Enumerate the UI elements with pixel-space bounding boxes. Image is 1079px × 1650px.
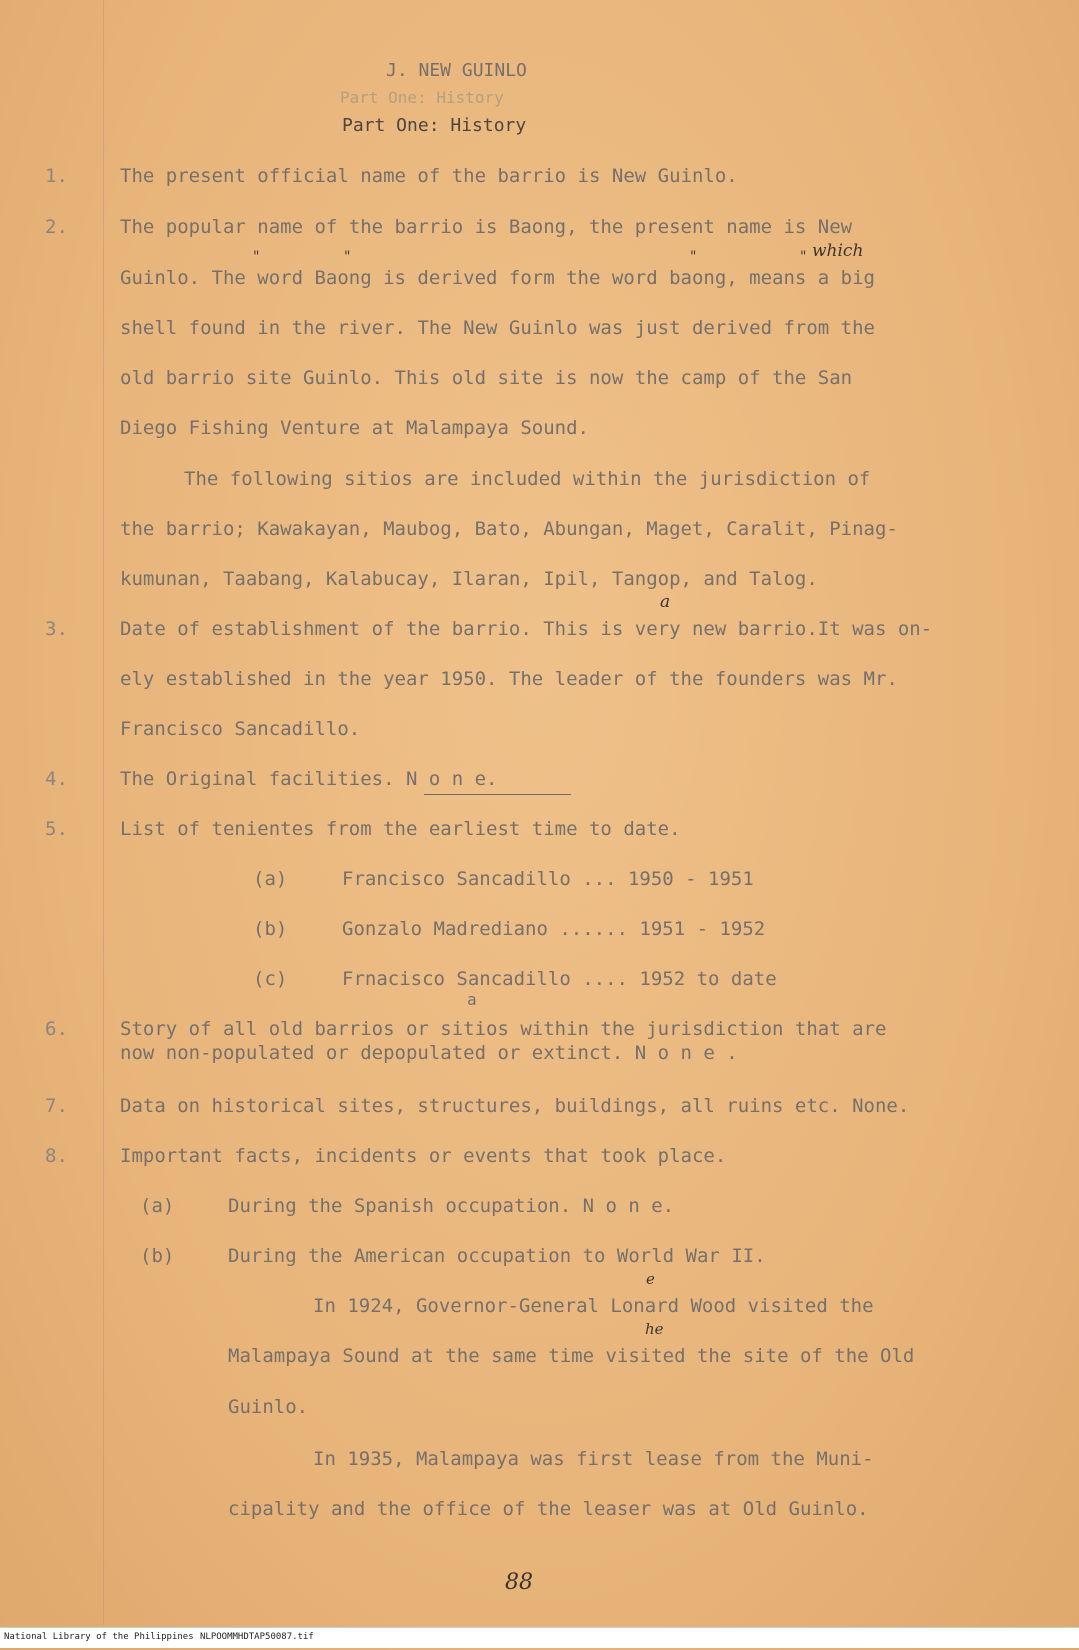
teniente-entry: Francisco Sancadillo ... 1950 - 1951 (342, 868, 754, 890)
item-number: 2. (45, 216, 68, 238)
event-label: (b) (140, 1245, 175, 1267)
teniente-entry: Gonzalo Madrediano ...... 1951 - 1952 (342, 918, 766, 940)
teniente-label: (b) (253, 918, 288, 940)
handwritten-which: which (812, 241, 864, 261)
item-line: Important facts, incidents or events that took place. (120, 1145, 727, 1167)
ditto-mark: " (800, 249, 807, 265)
item-number: 1. (45, 165, 68, 187)
item-line: old barrio site Guinlo. This old site is now the camp of the San (120, 367, 853, 389)
paragraph-line: In 1935, Malampaya was first lease from the Muni- (313, 1448, 874, 1470)
item-line: The popular name of the barrio is Baong, the present name is New (120, 216, 853, 238)
item-line: The Original facilities. N o n e. (120, 768, 498, 790)
teniente-entry: Frnacisco Sancadillo .... 1952 to date (342, 968, 777, 990)
item-line: Story of all old barrios or sitios within the jurisdiction that are (120, 1018, 887, 1040)
ghost-subtitle: Part One: History (340, 88, 504, 107)
item-number: 5. (45, 818, 68, 840)
event-label: (a) (140, 1195, 175, 1217)
paragraph-line: cipality and the office of the leaser was at Old Guinlo. (228, 1498, 869, 1520)
item-number: 3. (45, 618, 68, 640)
document-subtitle: Part One: History (342, 115, 527, 136)
typed-a-sub: a (467, 990, 477, 1009)
ditto-mark: " (253, 249, 260, 265)
document-title: J. NEW GUINLO (386, 60, 527, 81)
paragraph-line: Guinlo. (228, 1396, 309, 1418)
margin-line (103, 0, 104, 1625)
item-line: kumunan, Taabang, Kalabucay, Ilaran, Ipil, Tangop, and Talog. (120, 568, 818, 590)
item-line: now non-populated or depopulated or extinct. N o n e . (120, 1042, 738, 1064)
item-line: Francisco Sancadillo. (120, 718, 361, 740)
handwritten-e-insert: e (646, 1270, 655, 1288)
event-entry: During the Spanish occupation. N o n e. (228, 1195, 675, 1217)
item-number: 8. (45, 1145, 68, 1167)
teniente-label: (a) (253, 868, 288, 890)
underline-none (424, 794, 571, 795)
footer-library: National Library of the Philippines (4, 1632, 194, 1642)
item-line: Diego Fishing Venture at Malampaya Sound. (120, 417, 589, 439)
item-line: List of tenientes from the earliest time to date. (120, 818, 681, 840)
paragraph-line: Malampaya Sound at the same time visited the site of the Old (228, 1345, 915, 1367)
ditto-mark: " (690, 249, 697, 265)
handwritten-he-insert: he (645, 1320, 664, 1338)
teniente-label: (c) (253, 968, 288, 990)
item-number: 4. (45, 768, 68, 790)
item-line: The following sitios are included within the jurisdiction of (184, 468, 871, 490)
item-line: ely established in the year 1950. The leader of the founders was Mr. (120, 668, 898, 690)
item-line: Date of establishment of the barrio. This is very new barrio.It was on- (120, 618, 933, 640)
item-line: shell found in the river. The New Guinlo was just derived from the (120, 317, 875, 339)
item-line: Data on historical sites, structures, buildings, all ruins etc. None. (120, 1095, 910, 1117)
item-line: the barrio; Kawakayan, Maubog, Bato, Abungan, Maget, Caralit, Pinag- (120, 518, 898, 540)
item-number: 7. (45, 1095, 68, 1117)
event-entry: During the American occupation to World War II. (228, 1245, 766, 1267)
item-number: 6. (45, 1018, 68, 1040)
footer-filename: NLPOOMMHDTAP50087.tif (200, 1632, 314, 1642)
item-line: Guinlo. The word Baong is derived form the word baong, means a big (120, 267, 875, 289)
handwritten-page-number: 88 (505, 1570, 533, 1595)
item-line: The present official name of the barrio is New Guinlo. (120, 165, 738, 187)
archive-footer (0, 1627, 1079, 1648)
paragraph-line: In 1924, Governor-General Lonard Wood visited the (313, 1295, 874, 1317)
ditto-mark: " (344, 249, 351, 265)
handwritten-a-insert: a (660, 592, 671, 612)
